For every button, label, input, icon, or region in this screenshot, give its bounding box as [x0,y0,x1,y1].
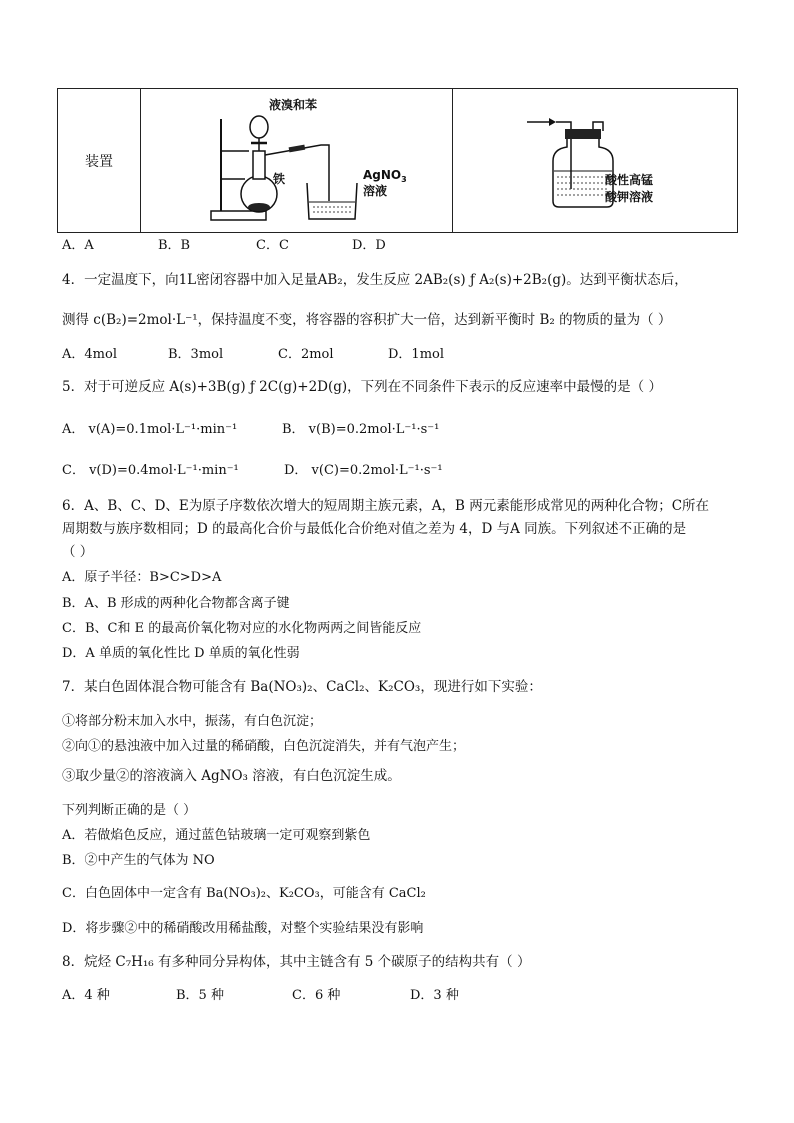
q6-stem-line1: 6．A、B、C、D、E为原子序数依次增大的短周期主族元素，A，B 两元素能形成常见的两种化合物；C所在 [62,498,710,514]
q3-option-b: B．B [158,238,191,253]
q7-step-2: ②向①的悬浊液中加入过量的稀硝酸，白色沉淀消失，并有气泡产生； [62,739,466,754]
q7-step-1: ①将部分粉末加入水中，振荡，有白色沉淀； [62,714,323,729]
q7-option-c: C．白色固体中一定含有 Ba(NO₃)₂、K₂CO₃，可能含有 CaCl₂ [62,886,426,901]
q4-option-c: C．2mol [278,347,334,362]
solution-label: 溶液 [363,184,388,198]
q3-option-d: D．D [352,238,386,253]
q4-option-b: B．3mol [168,347,224,362]
q8-option-d: D．3 种 [410,988,459,1003]
q8-stem: 8．烷烃 C₇H₁₆ 有多种同分异构体，其中主链含有 5 个碳原子的结构共有（ ） [62,954,531,970]
q4-stem-line1: 4．一定温度下，向1L密闭容器中加入足量AB₂，发生反应 2AB₂(s) ƒ A₂(s)+2B₂(g)。达到平衡状态后， [62,272,688,288]
q7-option-a: A．若做焰色反应，通过蓝色钴玻璃一定可观察到紫色 [62,828,371,843]
apparatus-a-cell [141,89,453,233]
q8-option-a: A．4 种 [62,988,110,1003]
q5-option-c: C． v(D)=0.4mol·L⁻¹·min⁻¹ [62,463,239,478]
apparatus-label: 装置 [85,153,113,170]
q4-option-d: D．1mol [388,347,445,362]
q5-option-a: A． v(A)=0.1mol·L⁻¹·min⁻¹ [62,422,238,437]
q7-option-b: B．②中产生的气体为 NO [62,853,215,868]
q7-option-d: D．将步骤②中的稀硝酸改用稀盐酸，对整个实验结果没有影响 [62,921,424,936]
silver-nitrate-label: AgNO$_3$ [363,168,407,184]
q7-step-3: ③取少量②的溶液滴入 AgNO₃ 溶液，有白色沉淀生成。 [62,768,401,784]
iron-label: 铁 [273,172,286,186]
q6-option-a: A．原子半径：B>C>D>A [62,570,222,585]
kmno4-label-1: 酸性高锰 [605,173,654,187]
apparatus-table [57,88,738,233]
apparatus-b-cell [453,89,738,233]
q4-stem-line2: 测得 c(B₂)=2mol·L⁻¹，保持温度不变，将容器的容积扩大一倍，达到新平衡时 B₂ 的物质的量为（ ） [62,312,672,328]
q5-stem: 5．对于可逆反应 A(s)+3B(g) ƒ 2C(g)+2D(g)，下列在不同条件下表示的反应速率中最慢的是（ ） [62,379,662,395]
bromobenzene-apparatus-diagram [141,89,452,232]
q6-stem-line2: 周期数与族序数相同；D 的最高化合价与最低化合价绝对值之差为 4，D 与A 同族。下列叙述不正确的是 [62,521,687,537]
q4-option-a: A．4mol [62,347,117,362]
apparatus-label-cell [58,89,141,233]
q5-option-d: D． v(C)=0.2mol·L⁻¹·s⁻¹ [284,463,443,478]
q8-option-b: B．5 种 [176,988,224,1003]
q6-option-b: B．A、B 形成的两种化合物都含离子键 [62,596,290,611]
q6-option-d: D．A 单质的氧化性比 D 单质的氧化性弱 [62,646,300,661]
q8-option-c: C．6 种 [292,988,341,1003]
q3-option-c: C．C [256,238,289,253]
q7-prompt: 下列判断正确的是（ ） [62,803,197,818]
funnel-label: 液溴和苯 [269,98,318,112]
q7-stem: 7．某白色固体混合物可能含有 Ba(NO₃)₂、CaCl₂、K₂CO₃，现进行如下实验： [62,679,542,695]
q6-option-c: C．B、C和 E 的最高价氧化物对应的水化物两两之间皆能反应 [62,621,422,636]
kmno4-label-2: 酸钾溶液 [605,190,654,204]
gas-washing-bottle-diagram [453,89,739,232]
q5-option-b: B． v(B)=0.2mol·L⁻¹·s⁻¹ [282,422,440,437]
q3-option-a: A．A [62,238,94,253]
q6-stem-line3: （ ） [62,544,94,560]
